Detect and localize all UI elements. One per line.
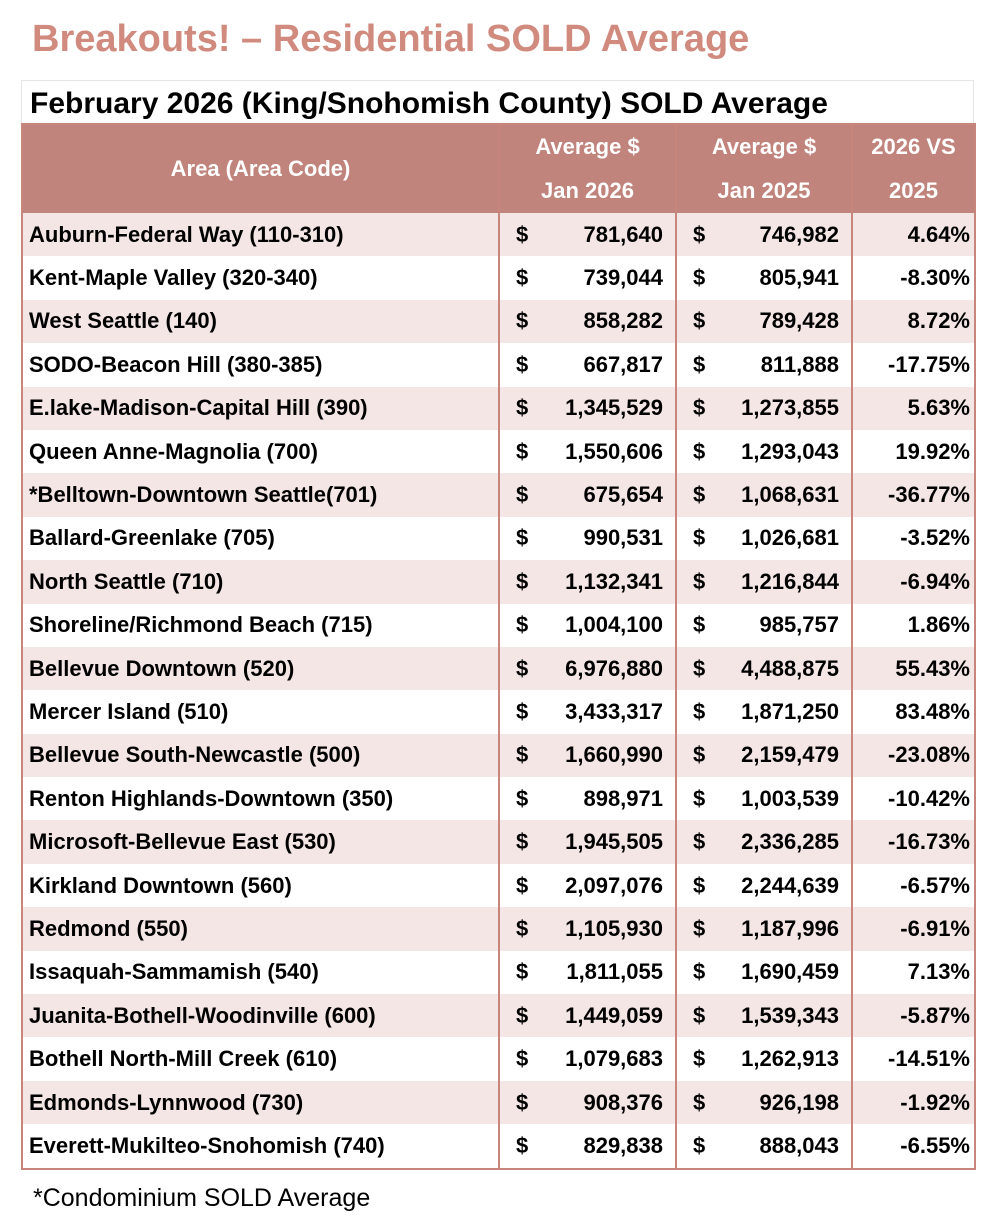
currency-symbol: $: [676, 1081, 705, 1124]
header-row-top: [22, 124, 975, 169]
change-pct-cell: -6.94%: [852, 560, 975, 603]
currency-symbol: $: [676, 343, 705, 386]
currency-symbol: $: [499, 647, 528, 690]
avg-2025-cell: 985,757: [705, 604, 852, 647]
avg-2025-cell: 1,690,459: [705, 951, 852, 994]
area-cell: Redmond (550): [22, 907, 499, 950]
table-row: [22, 430, 975, 473]
table-row: [22, 213, 975, 256]
currency-symbol: $: [676, 430, 705, 473]
table-row: [22, 256, 975, 299]
table-row: [22, 690, 975, 733]
change-pct-cell: -6.55%: [852, 1124, 975, 1168]
area-cell: Mercer Island (510): [22, 690, 499, 733]
currency-symbol: $: [676, 300, 705, 343]
avg-2025-cell: 1,871,250: [705, 690, 852, 733]
change-pct-cell: 1.86%: [852, 604, 975, 647]
change-pct-cell: -8.30%: [852, 256, 975, 299]
currency-symbol: $: [676, 517, 705, 560]
table-row: [22, 994, 975, 1037]
change-pct-cell: 4.64%: [852, 213, 975, 256]
currency-symbol: $: [499, 1081, 528, 1124]
currency-symbol: $: [499, 820, 528, 863]
avg-2026-cell: 2,097,076: [528, 864, 676, 907]
avg-2026-cell: 898,971: [528, 777, 676, 820]
avg-2025-cell: 789,428: [705, 300, 852, 343]
currency-symbol: $: [676, 690, 705, 733]
change-pct-cell: -6.57%: [852, 864, 975, 907]
currency-symbol: $: [499, 907, 528, 950]
currency-symbol: $: [499, 951, 528, 994]
area-cell: Ballard-Greenlake (705): [22, 517, 499, 560]
avg-2026-cell: 908,376: [528, 1081, 676, 1124]
area-cell: Bellevue Downtown (520): [22, 647, 499, 690]
currency-symbol: $: [676, 647, 705, 690]
area-cell: Renton Highlands-Downtown (350): [22, 777, 499, 820]
currency-symbol: $: [676, 777, 705, 820]
area-cell: Bothell North-Mill Creek (610): [22, 1037, 499, 1080]
area-cell: West Seattle (140): [22, 300, 499, 343]
avg-2026-cell: 1,345,529: [528, 387, 676, 430]
header-avg-2025-top: Average $: [676, 124, 852, 169]
currency-symbol: $: [499, 300, 528, 343]
area-cell: Shoreline/Richmond Beach (715): [22, 604, 499, 647]
change-pct-cell: -16.73%: [852, 820, 975, 863]
currency-symbol: $: [676, 864, 705, 907]
change-pct-cell: -17.75%: [852, 343, 975, 386]
header-change-bottom: 2025: [852, 169, 975, 213]
currency-symbol: $: [499, 690, 528, 733]
area-cell: Microsoft-Bellevue East (530): [22, 820, 499, 863]
avg-2026-cell: 1,811,055: [528, 951, 676, 994]
avg-2025-cell: 805,941: [705, 256, 852, 299]
currency-symbol: $: [499, 387, 528, 430]
area-cell: Issaquah-Sammamish (540): [22, 951, 499, 994]
avg-2026-cell: 1,132,341: [528, 560, 676, 603]
area-cell: Auburn-Federal Way (110-310): [22, 213, 499, 256]
table-row: [22, 343, 975, 386]
avg-2025-cell: 2,336,285: [705, 820, 852, 863]
area-cell: Juanita-Bothell-Woodinville (600): [22, 994, 499, 1037]
avg-2026-cell: 3,433,317: [528, 690, 676, 733]
avg-2025-cell: 1,539,343: [705, 994, 852, 1037]
table-row: [22, 1081, 975, 1124]
area-cell: SODO-Beacon Hill (380-385): [22, 343, 499, 386]
change-pct-cell: -5.87%: [852, 994, 975, 1037]
avg-2026-cell: 858,282: [528, 300, 676, 343]
avg-2026-cell: 1,550,606: [528, 430, 676, 473]
avg-2026-cell: 739,044: [528, 256, 676, 299]
avg-2026-cell: 781,640: [528, 213, 676, 256]
avg-2025-cell: 1,262,913: [705, 1037, 852, 1080]
table-row: [22, 907, 975, 950]
avg-2025-cell: 888,043: [705, 1124, 852, 1168]
page-title: Breakouts! – Residential SOLD Average: [32, 18, 750, 60]
avg-2025-cell: 1,003,539: [705, 777, 852, 820]
table-row: [22, 560, 975, 603]
change-pct-cell: 19.92%: [852, 430, 975, 473]
header-avg-2025-bottom: Jan 2025: [676, 169, 852, 213]
avg-2026-cell: 990,531: [528, 517, 676, 560]
sold-average-table-container: [21, 80, 974, 1170]
currency-symbol: $: [676, 213, 705, 256]
header-avg-2026-bottom: Jan 2026: [499, 169, 676, 213]
currency-symbol: $: [499, 256, 528, 299]
change-pct-cell: -10.42%: [852, 777, 975, 820]
change-pct-cell: -23.08%: [852, 734, 975, 777]
currency-symbol: $: [499, 213, 528, 256]
table-subtitle: February 2026 (King/Snohomish County) SOLD Average: [30, 87, 828, 120]
change-pct-cell: 5.63%: [852, 387, 975, 430]
change-pct-cell: -6.91%: [852, 907, 975, 950]
currency-symbol: $: [676, 604, 705, 647]
avg-2025-cell: 811,888: [705, 343, 852, 386]
area-cell: Bellevue South-Newcastle (500): [22, 734, 499, 777]
currency-symbol: $: [676, 1124, 705, 1168]
currency-symbol: $: [499, 1037, 528, 1080]
header-change-top: 2026 VS: [852, 124, 975, 169]
table-row: [22, 387, 975, 430]
area-cell: *Belltown-Downtown Seattle(701): [22, 473, 499, 516]
table-row: [22, 951, 975, 994]
currency-symbol: $: [499, 430, 528, 473]
table-row: [22, 1037, 975, 1080]
avg-2025-cell: 1,216,844: [705, 560, 852, 603]
currency-symbol: $: [676, 560, 705, 603]
avg-2025-cell: 1,187,996: [705, 907, 852, 950]
currency-symbol: $: [499, 560, 528, 603]
avg-2025-cell: 2,159,479: [705, 734, 852, 777]
change-pct-cell: -14.51%: [852, 1037, 975, 1080]
change-pct-cell: -1.92%: [852, 1081, 975, 1124]
change-pct-cell: -3.52%: [852, 517, 975, 560]
avg-2026-cell: 675,654: [528, 473, 676, 516]
avg-2026-cell: 1,945,505: [528, 820, 676, 863]
currency-symbol: $: [499, 1124, 528, 1168]
currency-symbol: $: [676, 907, 705, 950]
currency-symbol: $: [676, 734, 705, 777]
avg-2026-cell: 1,004,100: [528, 604, 676, 647]
table-row: [22, 300, 975, 343]
change-pct-cell: 55.43%: [852, 647, 975, 690]
avg-2026-cell: 1,660,990: [528, 734, 676, 777]
avg-2025-cell: 1,026,681: [705, 517, 852, 560]
avg-2026-cell: 1,105,930: [528, 907, 676, 950]
currency-symbol: $: [676, 256, 705, 299]
table-row: [22, 1124, 975, 1168]
avg-2025-cell: 746,982: [705, 213, 852, 256]
avg-2025-cell: 1,293,043: [705, 430, 852, 473]
currency-symbol: $: [499, 517, 528, 560]
area-cell: Everett-Mukilteo-Snohomish (740): [22, 1124, 499, 1168]
avg-2026-cell: 667,817: [528, 343, 676, 386]
currency-symbol: $: [499, 734, 528, 777]
sold-average-table: [21, 123, 976, 1170]
currency-symbol: $: [499, 604, 528, 647]
currency-symbol: $: [499, 343, 528, 386]
table-row: [22, 734, 975, 777]
table-row: [22, 517, 975, 560]
currency-symbol: $: [676, 1037, 705, 1080]
currency-symbol: $: [499, 864, 528, 907]
header-avg-2026-top: Average $: [499, 124, 676, 169]
table-row: [22, 647, 975, 690]
currency-symbol: $: [499, 994, 528, 1037]
avg-2026-cell: 1,079,683: [528, 1037, 676, 1080]
currency-symbol: $: [676, 820, 705, 863]
table-row: [22, 473, 975, 516]
header-area: Area (Area Code): [22, 124, 499, 213]
avg-2025-cell: 1,273,855: [705, 387, 852, 430]
table-row: [22, 777, 975, 820]
area-cell: Edmonds-Lynnwood (730): [22, 1081, 499, 1124]
currency-symbol: $: [676, 473, 705, 516]
area-cell: Queen Anne-Magnolia (700): [22, 430, 499, 473]
footnote: *Condominium SOLD Average: [33, 1184, 371, 1212]
table-subtitle-row: [21, 80, 974, 123]
change-pct-cell: -36.77%: [852, 473, 975, 516]
area-cell: E.lake-Madison-Capital Hill (390): [22, 387, 499, 430]
table-row: [22, 820, 975, 863]
avg-2025-cell: 2,244,639: [705, 864, 852, 907]
avg-2026-cell: 6,976,880: [528, 647, 676, 690]
currency-symbol: $: [499, 473, 528, 516]
avg-2025-cell: 4,488,875: [705, 647, 852, 690]
change-pct-cell: 83.48%: [852, 690, 975, 733]
avg-2025-cell: 1,068,631: [705, 473, 852, 516]
currency-symbol: $: [676, 387, 705, 430]
avg-2025-cell: 926,198: [705, 1081, 852, 1124]
currency-symbol: $: [676, 951, 705, 994]
currency-symbol: $: [676, 994, 705, 1037]
currency-symbol: $: [499, 777, 528, 820]
table-row: [22, 604, 975, 647]
area-cell: Kirkland Downtown (560): [22, 864, 499, 907]
avg-2026-cell: 1,449,059: [528, 994, 676, 1037]
table-row: [22, 864, 975, 907]
change-pct-cell: 7.13%: [852, 951, 975, 994]
table-body: [22, 213, 975, 1169]
area-cell: North Seattle (710): [22, 560, 499, 603]
avg-2026-cell: 829,838: [528, 1124, 676, 1168]
change-pct-cell: 8.72%: [852, 300, 975, 343]
area-cell: Kent-Maple Valley (320-340): [22, 256, 499, 299]
